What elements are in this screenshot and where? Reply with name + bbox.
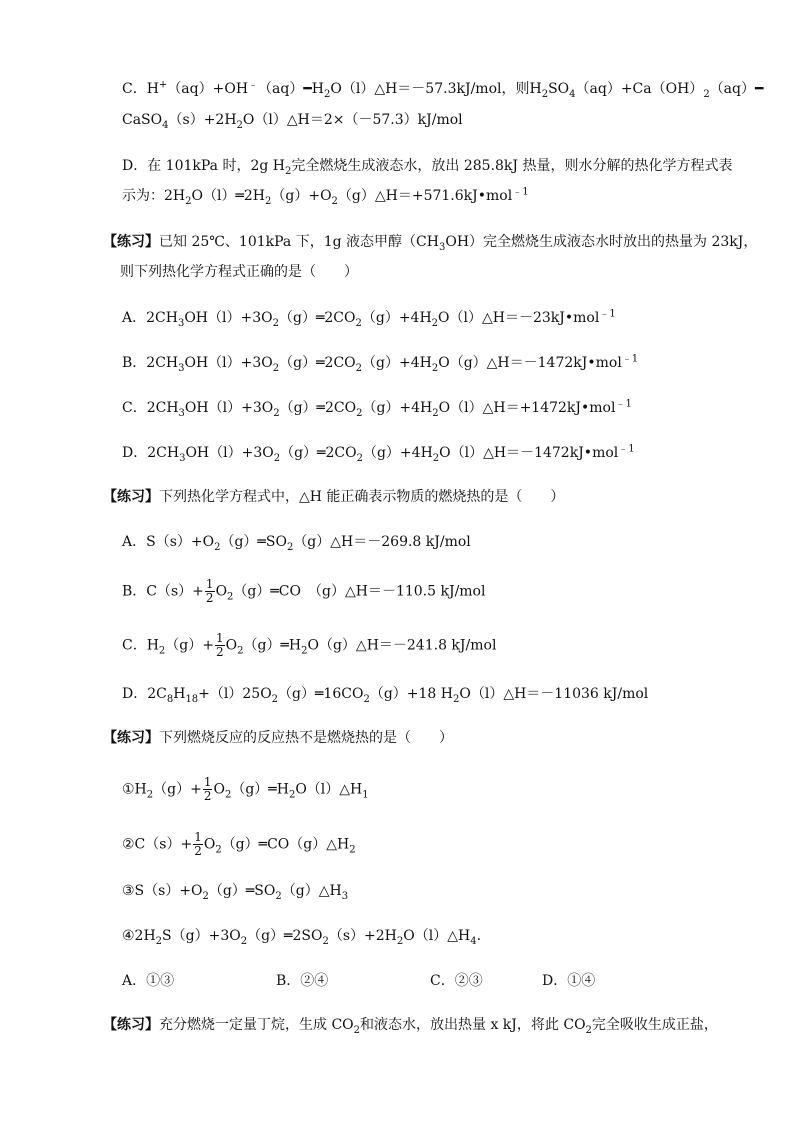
fraction-one-half: $\frac{1}{2}$	[194, 830, 202, 858]
choice-a: A．①③	[122, 973, 175, 989]
exercise-tag: 【练习】	[103, 1017, 159, 1033]
exercise-1-option-a: A．$2CH_3OH(l)+3O_2(g)═2CO_2(g)+4H_2O(l)\triangle H=-23kJ•mol^{﹣1}$	[122, 308, 616, 329]
prev-option-c-line2: $CaSO_4(s)+2H_2O(l)\triangle H=2\times(-57.3)kJ$/mol	[122, 112, 463, 131]
exercise-1-option-b: B．$2CH_3OH(l)+3O_2(g)═2CO_2(g)+4H_2O(g)\triangle H=-1472kJ•mol^{﹣1}$	[122, 353, 639, 374]
fraction-one-half: $\frac{1}{2}$	[205, 577, 214, 605]
exercise-3-item-1: $①H_2(g)+$ $\frac{1}{2}$ $O_2(g)═H_2O(l)\triangle H_1$	[122, 775, 369, 803]
exercise-tag: 【练习】	[103, 234, 159, 250]
exercise-1-stem-line1: 【练习】已知 25℃、101kPa 下，1g 液态甲醇$(CH_3OH)$完全燃烧生成液态水时放出的热量为 23kJ，	[103, 234, 758, 253]
choice-b: B．②④	[276, 973, 329, 989]
fraction-one-half: $\frac{1}{2}$	[203, 775, 212, 803]
choice-c: C．②③	[430, 973, 483, 989]
exercise-3-choices	[122, 970, 682, 990]
exercise-2-option-a: A．$S(s)+O_2(g)═SO_2(g)\triangle H=-269.8$ kJ/mol	[122, 534, 471, 553]
exercise-1-stem-line2: 则下列热化学方程式正确的是（ ）	[120, 264, 358, 280]
fraction-one-half: $\frac{1}{2}$	[216, 631, 224, 659]
prev-option-c-line1: C．$H^+(aq)+OH^﹣(aq)━H_2O(l)\triangle H=-57.3kJ$/mol，则$H_2SO_4(aq)+Ca(OH)_2(aq)━$	[122, 79, 764, 100]
exercise-3-item-3: $③S(s)+O_2(g)═SO_2(g)\triangle H_3$	[122, 883, 349, 902]
exercise-2-option-c: C．$H_2(g)+$ $\frac{1}{2}$ $O_2(g)═H_2O(g)\triangle H=-241.8$ kJ/mol	[122, 631, 497, 659]
exercise-2-stem: 【练习】下列热化学方程式中，△H 能正确表示物质的燃烧热的是（ ）	[103, 489, 565, 505]
exercise-2-option-b: B．C（s）+ $\frac{1}{2}$ $O_2(g)═CO$ （g）△H＝－110.5 kJ/mol	[122, 577, 486, 605]
exercise-3-stem: 【练习】下列燃烧反应的反应热不是燃烧热的是（ ）	[103, 730, 453, 746]
exercise-3-item-2: ②C（s）+ $\frac{1}{2}$ $O_2(g)═CO(g)\triangle H_2$	[122, 830, 356, 858]
prev-option-d-line1: D．在 101kPa 时，2g $H_2$完全燃烧生成液态水，放出 285.8kJ 热量，则水分解的热化学方程式表	[122, 158, 733, 177]
exercise-3-item-4: $④2H_2S(g)+3O_2(g)═2SO_2(s)+2H_2O(l)\triangle H_4$.	[122, 928, 482, 947]
exercise-2-option-d: D．$2C_8H_{18}+(l)25O_2(g)═16CO_2(g)+18$ $H_2O(l)\triangle H=-11036$ kJ/mol	[122, 686, 649, 705]
exercise-1-option-d: D．$2CH_3OH(l)+3O_2(g)═2CO_2(g)+4H_2O(l)\triangle H=-1472kJ•mol^{﹣1}$	[122, 443, 635, 464]
choice-d: D．①④	[542, 973, 596, 989]
exercise-tag: 【练习】	[103, 489, 159, 505]
exercise-1-option-c: C．$2CH_3OH(l)+3O_2(g)═2CO_2(g)+4H_2O(l)\triangle H=+1472kJ•mol^{﹣1}$	[122, 398, 632, 419]
prev-option-d-line2: 示为：$2H_2O(l)═2H_2(g)+O_2(g)\triangle H=+571.6kJ•mol^{﹣1}$	[122, 186, 529, 207]
exercise-4-stem: 【练习】充分燃烧一定量丁烷，生成 $CO_2$和液态水，放出热量 x kJ，将此 $CO_2$完全吸收生成正盐，	[103, 1017, 718, 1036]
exercise-tag: 【练习】	[103, 730, 159, 746]
